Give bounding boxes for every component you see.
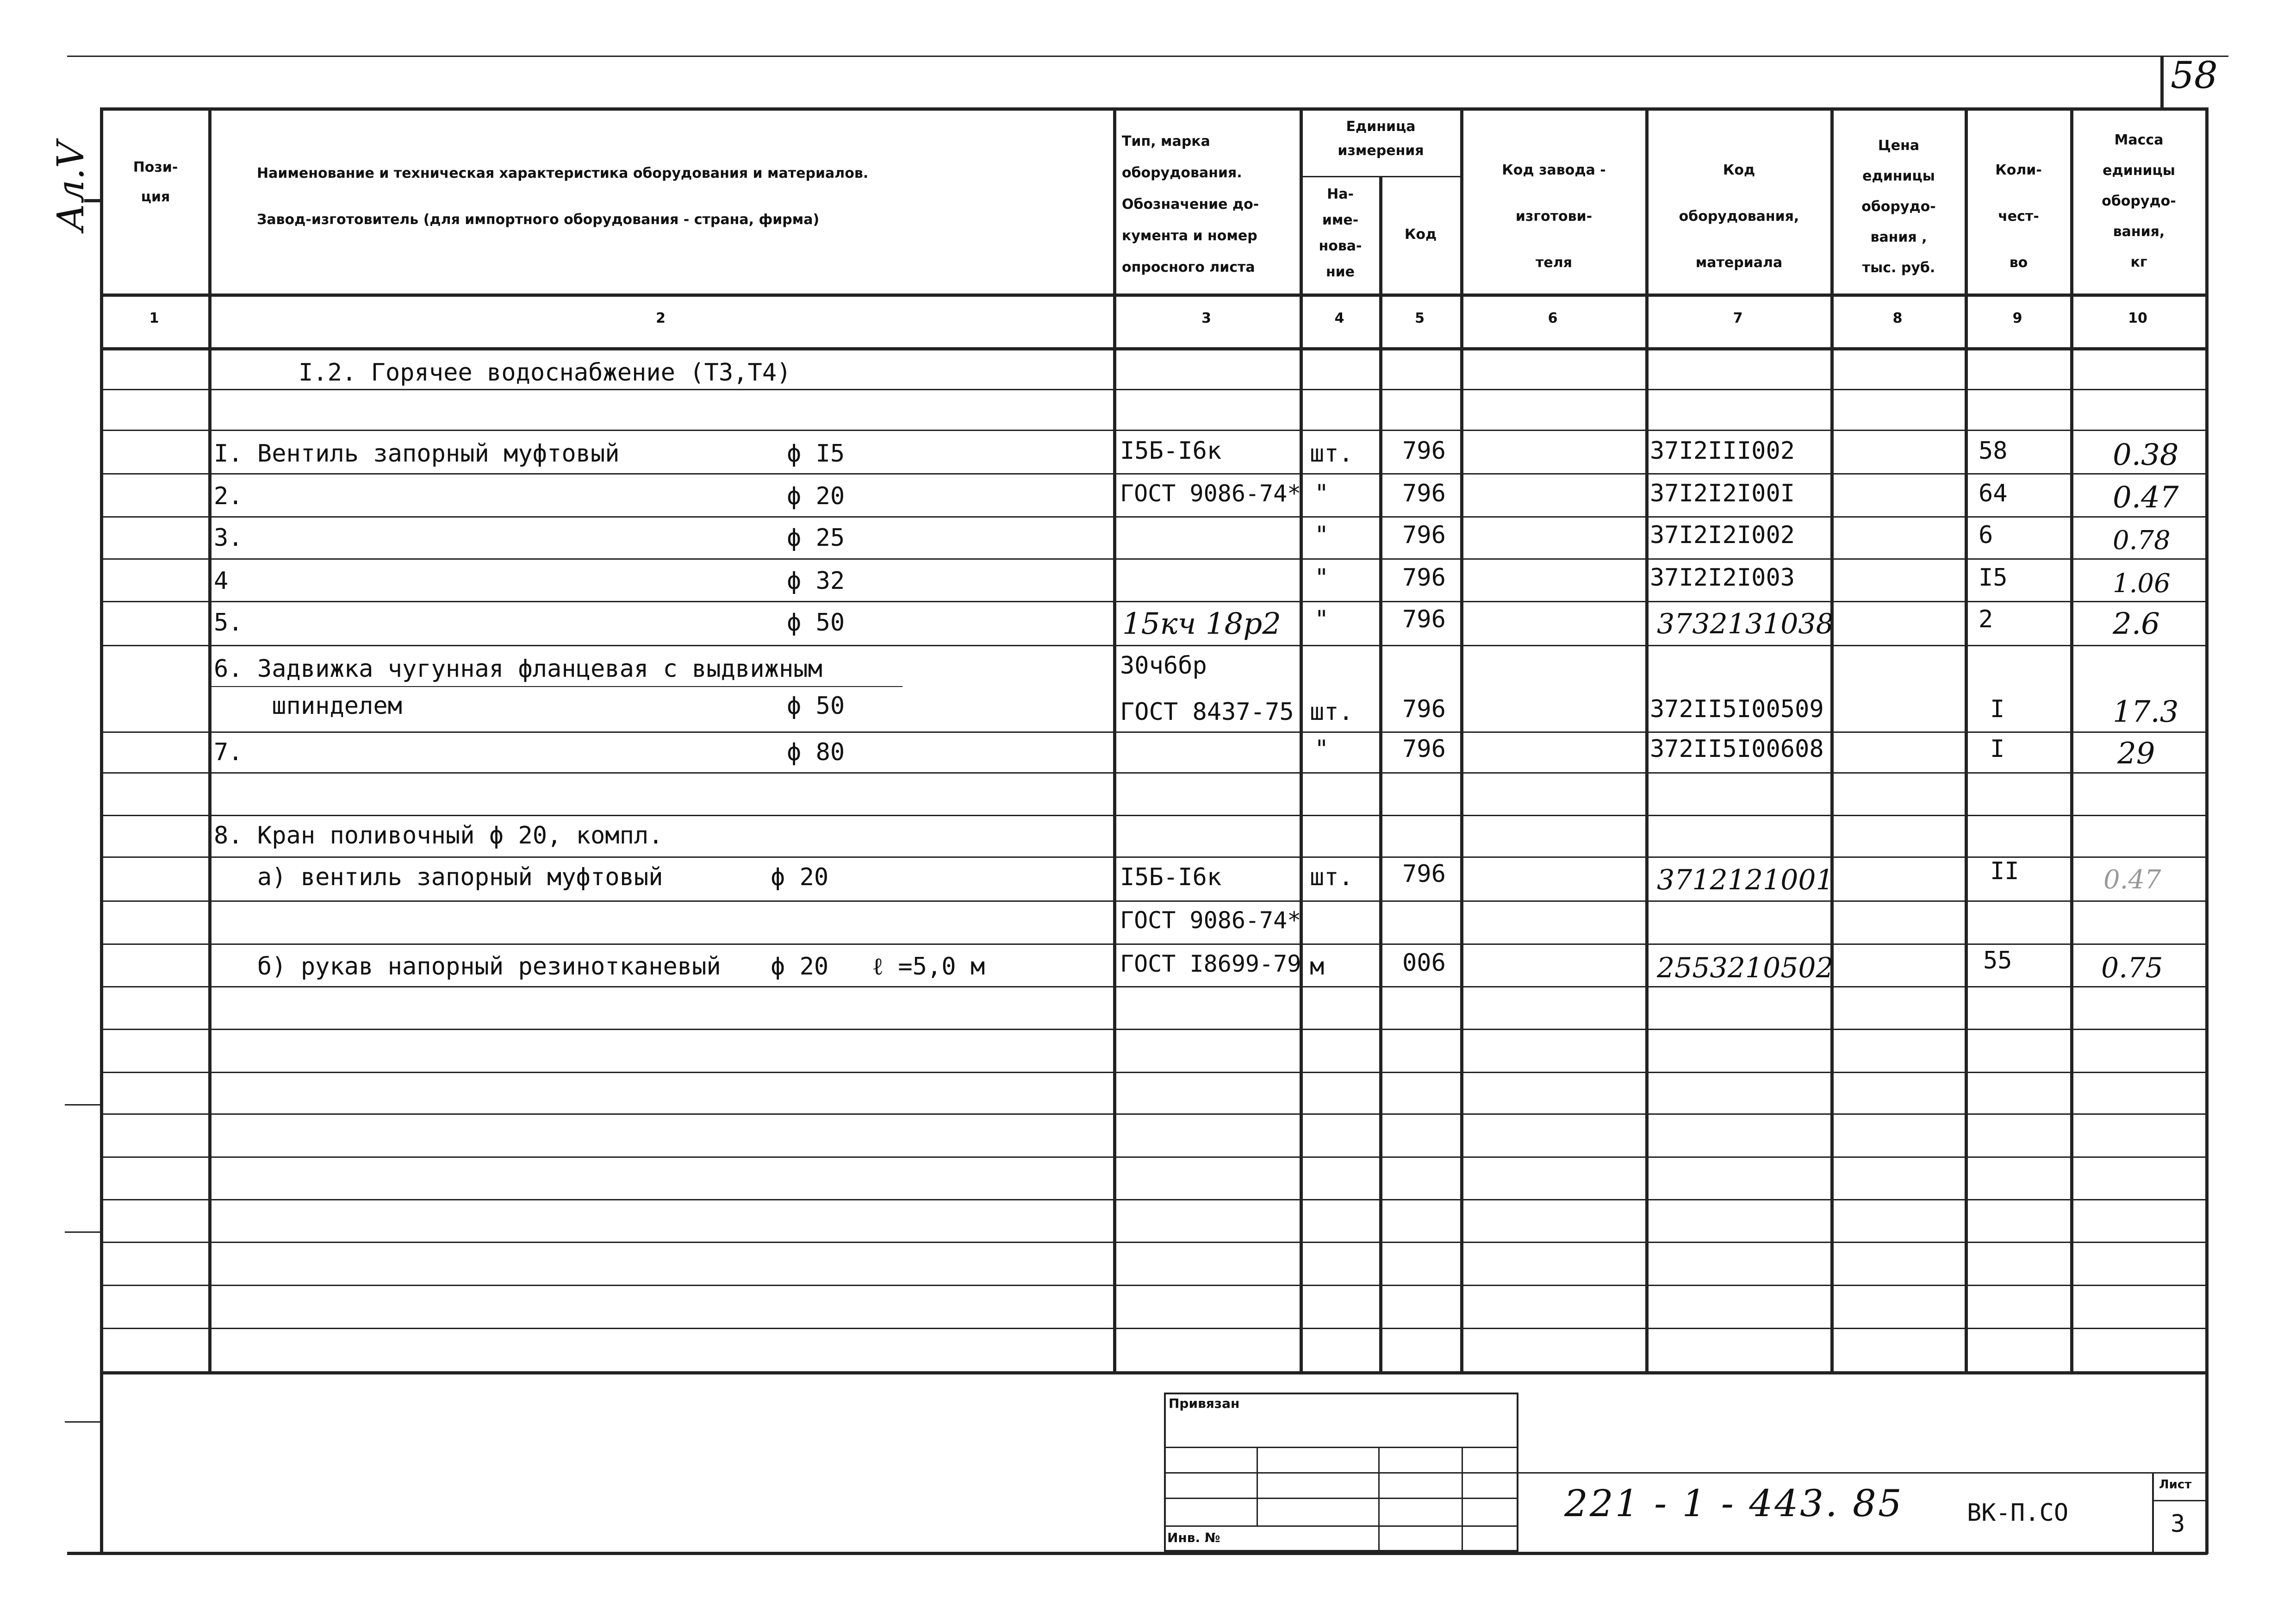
row-diameter: ϕ 32 xyxy=(787,567,845,595)
row-diameter: ϕ 20 xyxy=(787,482,845,510)
column-number: 1 xyxy=(149,310,159,326)
row-mass: 2.6 xyxy=(2113,607,2160,641)
row-mass: 29 xyxy=(2117,737,2155,771)
row-unit-code: 796 xyxy=(1402,437,1446,465)
row-diameter: ϕ 20 xyxy=(771,863,829,891)
header-unit-code: Код xyxy=(1404,226,1437,243)
column-number: 2 xyxy=(656,310,666,326)
section-title: I.2. Горячее водоснабжение (Т3,Т4) xyxy=(299,359,791,387)
row-material-code: 3732131038 xyxy=(1657,608,1834,640)
row-name: 5. xyxy=(214,609,243,637)
row-unit: шт. xyxy=(1310,698,1353,726)
column-number: 6 xyxy=(1548,310,1558,326)
header-quantity: Коли- чест- во xyxy=(1995,162,2042,271)
row-name: I. Вентиль запорный муфтовый xyxy=(214,440,620,468)
row-unit: шт. xyxy=(1310,863,1353,891)
row-quantity: 2 xyxy=(1979,606,1993,633)
margin-note: Ал.V xyxy=(49,141,92,231)
row-diameter: ϕ I5 xyxy=(787,440,845,468)
margin-mark-1 xyxy=(65,1104,101,1106)
row-unit: " xyxy=(1314,521,1329,549)
row-quantity: I xyxy=(1990,735,2005,763)
page-number-box-left xyxy=(2160,56,2164,107)
stamp-privyazan: Привязан xyxy=(1169,1396,1240,1411)
column-number: 5 xyxy=(1415,310,1425,326)
row-name: а) вентиль запорный муфтовый xyxy=(214,863,663,891)
document-number: 221 - 1 - 443. 85 xyxy=(1564,1482,1904,1525)
row-type: ГОСТ I8699-79 xyxy=(1120,950,1301,977)
row-unit-code: 796 xyxy=(1402,606,1446,633)
row-unit-code: 796 xyxy=(1402,695,1446,723)
row-mass: 0.78 xyxy=(2113,525,2171,556)
row-diameter: ϕ 50 xyxy=(787,609,845,637)
column-number: 7 xyxy=(1733,310,1743,326)
row-unit-code: 796 xyxy=(1402,564,1446,592)
row-diameter: ϕ 25 xyxy=(787,524,845,552)
row-quantity: II xyxy=(1990,857,2019,885)
row-material-code: 37I2III002 xyxy=(1650,437,1795,465)
row-unit-code: 796 xyxy=(1402,480,1446,507)
row-unit: " xyxy=(1314,606,1329,633)
row-name: 2. xyxy=(214,482,243,510)
header-unit: Единица измерения xyxy=(1338,119,1424,159)
margin-mark-3 xyxy=(65,1421,101,1423)
row-mass: 0.47 xyxy=(2113,481,2179,515)
row-name: 3. xyxy=(214,524,243,552)
row-material-code: 37I2I2I002 xyxy=(1650,521,1795,549)
sheet-number: 3 xyxy=(2171,1510,2185,1538)
row-unit-code: 796 xyxy=(1402,735,1446,763)
row-material-code: 37I2I2I003 xyxy=(1650,564,1795,592)
column-number: 4 xyxy=(1334,310,1344,326)
row-name: 7. xyxy=(214,738,243,766)
header-price: Цена единицы оборудо- вания , тыс. руб. xyxy=(1861,137,1936,276)
row-material-code: 372II5I00509 xyxy=(1650,695,1824,723)
row-quantity: 6 xyxy=(1979,521,1993,549)
row-quantity: I5 xyxy=(1979,564,2008,592)
row-unit-code: 796 xyxy=(1402,860,1446,888)
top-border xyxy=(67,56,2228,57)
row-unit: " xyxy=(1314,735,1329,763)
page-number: 58 xyxy=(2171,54,2218,97)
row-material-code: 37I2I2I00I xyxy=(1650,480,1795,507)
column-number: 10 xyxy=(2128,310,2147,326)
row-name: шпинделем xyxy=(214,692,402,720)
row-name: 8. Кран поливочный ϕ 20, компл. xyxy=(214,822,663,849)
header-material-code: Код оборудования, материала xyxy=(1679,162,1799,271)
row-unit: " xyxy=(1314,480,1329,507)
row-unit: м xyxy=(1310,953,1325,981)
row-mass: 1.06 xyxy=(2113,568,2171,599)
margin-mark-2 xyxy=(65,1231,101,1233)
row-unit: шт. xyxy=(1310,440,1353,468)
row-diameter: ϕ 50 xyxy=(787,692,845,720)
header-type: Тип, марка оборудования. Обозначение до- кумента и номер опросного листа xyxy=(1122,133,1259,275)
row-name: 4 xyxy=(214,567,229,595)
row-name: 6. Задвижка чугунная фланцевая с выдвижным xyxy=(214,655,822,683)
row-type: 15кч 18р2 xyxy=(1122,607,1281,641)
row-unit: " xyxy=(1314,564,1329,592)
row-type: ГОСТ 9086-74* xyxy=(1120,907,1301,934)
row-unit-code: 006 xyxy=(1402,949,1446,977)
row-mass: 0.75 xyxy=(2101,952,2163,984)
row-type: ГОСТ 8437-75 xyxy=(1120,698,1294,726)
row-mass: 0.38 xyxy=(2113,438,2179,472)
header-name: Наименование и техническая характеристика оборудования и материалов. Завод-изготовитель (для импортного оборудования - страна, фирма) xyxy=(257,165,869,228)
stamp-inv-number: Инв. № xyxy=(1167,1530,1220,1545)
row-quantity: 55 xyxy=(1983,947,2012,974)
row-type: I5Б-I6к xyxy=(1120,863,1222,891)
row-unit-code: 796 xyxy=(1402,521,1446,549)
row-diameter: ϕ 20 ℓ =5,0 м xyxy=(771,953,985,981)
column-number: 9 xyxy=(2012,310,2022,326)
header-position: Пози- ция xyxy=(133,159,178,205)
document-code: ВК-П.СО xyxy=(1967,1499,2069,1527)
row-name: б) рукав напорный резинотканевый xyxy=(214,953,721,981)
header-mass: Масса единицы оборудо- вания, кг xyxy=(2102,132,2176,270)
row-quantity: 64 xyxy=(1979,480,2008,507)
column-number: 3 xyxy=(1201,310,1211,326)
row-material-code: 2553210502 xyxy=(1657,952,1834,984)
row-material-code: 3712121001 xyxy=(1657,864,1834,896)
header-unit-name: На- име- нова- ние xyxy=(1319,186,1362,280)
row-mass: 0.47 xyxy=(2103,865,2161,895)
row-material-code: 372II5I00608 xyxy=(1650,735,1824,763)
row-diameter: ϕ 80 xyxy=(787,738,845,766)
row-quantity: 58 xyxy=(1979,437,2008,465)
column-number: 8 xyxy=(1892,310,1903,326)
row-quantity: I xyxy=(1990,695,2005,723)
sheet-label: Лист xyxy=(2159,1478,2192,1492)
row-mass: 17.3 xyxy=(2113,695,2179,729)
row-type: ГОСТ 9086-74* xyxy=(1120,480,1301,507)
header-factory-code: Код завода - изготови- теля xyxy=(1502,162,1606,271)
row-type: I5Б-I6к xyxy=(1120,437,1222,465)
row-type: 30ч6бр xyxy=(1120,652,1207,680)
